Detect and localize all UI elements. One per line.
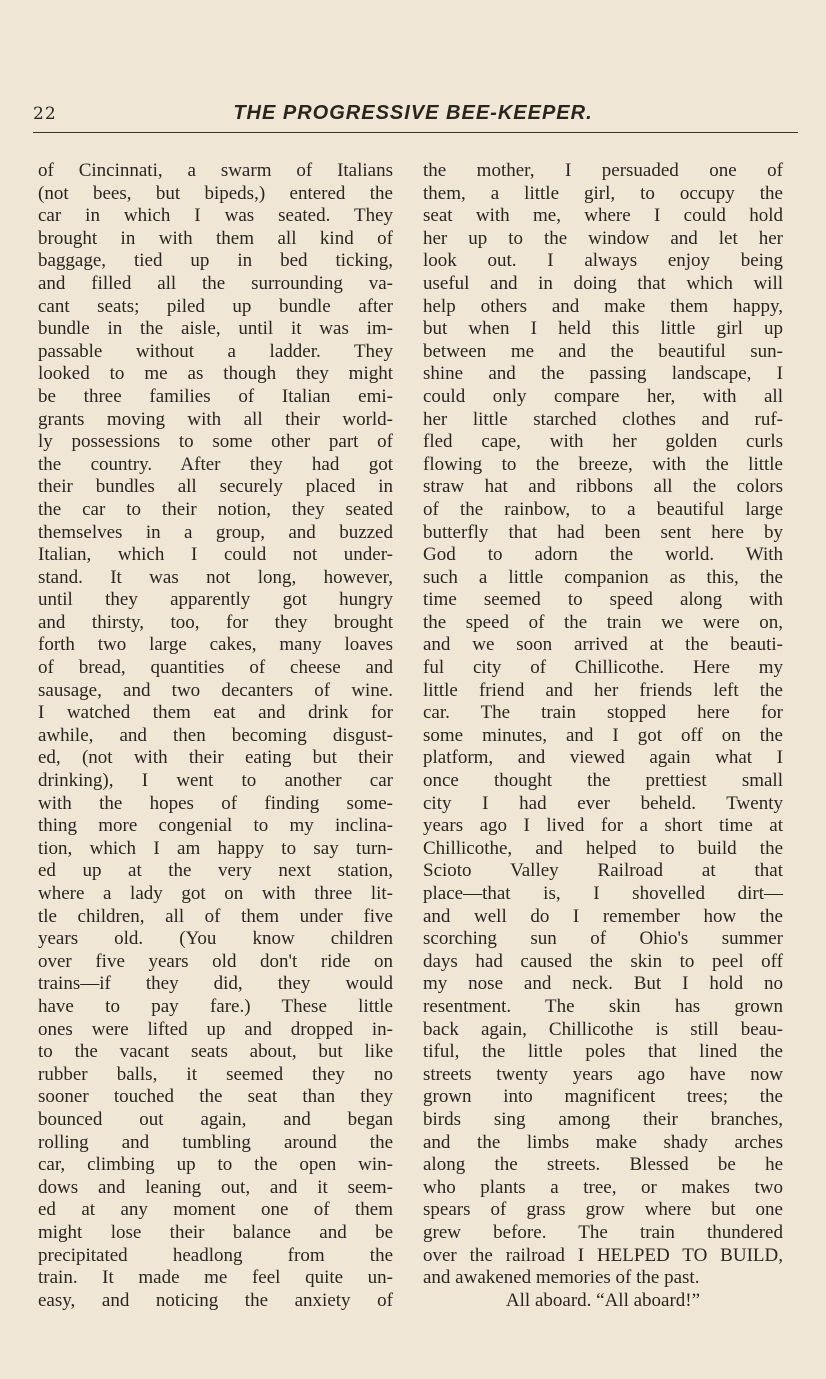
text-line: scorching sun of Ohio's summer [423,928,783,950]
text-line: years ago I lived for a short time at [423,815,783,837]
text-line: until they apparently got hungry [38,589,393,611]
page-number: 22 [33,104,57,124]
text-line: such a little companion as this, the [423,566,783,588]
text-line: of the rainbow, to a beautiful large [423,498,783,520]
text-line: and thirsty, too, for they brought [38,611,393,633]
text-line: grown into magnificent trees; the [423,1086,783,1108]
text-line: ly possessions to some other part of [38,431,393,453]
text-line: forth two large cakes, many loaves [38,634,393,656]
text-line: ed, (not with their eating but their [38,747,393,769]
text-line: over the railroad I HELPED TO BUILD, [423,1244,783,1266]
text-line: with the hopes of finding some- [38,792,393,814]
text-line: could only compare her, with all [423,385,783,407]
text-line: I watched them eat and drink for [38,702,393,724]
text-line: of Cincinnati, a swarm of Italians [38,160,393,181]
text-line: back again, Chillicothe is still beau- [423,1018,783,1040]
text-line: fled cape, with her golden curls [423,431,783,453]
text-line: (not bees, but bipeds,) entered the [38,182,393,204]
text-line: sooner touched the seat than they [38,1086,393,1108]
header-rule [33,132,798,133]
text-line: awhile, and then becoming disgust- [38,724,393,746]
text-line: grew before. The train thundered [423,1221,783,1243]
text-line: car in which I was seated. They [38,205,393,227]
text-line: car. The train stopped here for [423,702,783,724]
text-line: them, a little girl, to occupy the [423,182,783,204]
text-line: where a lady got on with three lit- [38,883,393,904]
text-line: her up to the window and let her [423,227,783,249]
text-line: to the vacant seats about, but like [38,1041,393,1063]
text-line: baggage, tied up in bed ticking, [38,250,393,272]
text-line: once thought the prettiest small [423,770,783,792]
text-line: the mother, I persuaded one of [423,160,783,181]
text-line: easy, and noticing the anxiety of [38,1289,393,1311]
text-line: their bundles all securely placed in [38,476,393,498]
left-column [38,160,393,1312]
text-line: drinking), I went to another car [38,770,393,792]
right-column [423,160,783,1312]
text-line: might lose their balance and be [38,1221,393,1243]
text-line: the speed of the train we were on, [423,611,783,633]
text-line: ed up at the very next station, [38,860,393,882]
text-line: God to adorn the world. With [423,544,783,566]
text-line: help others and make them happy, [423,295,783,317]
text-line: stand. It was not long, however, [38,566,393,588]
text-line: and well do I remember how the [423,905,783,927]
text-line: butterfly that had been sent here by [423,521,783,543]
text-line: be three families of Italian emi- [38,385,393,407]
running-head: THE PROGRESSIVE BEE-KEEPER. [233,102,593,124]
text-line: trains—if they did, they would [38,973,393,995]
text-line: ed at any moment one of them [38,1199,393,1221]
text-line: time seemed to speed along with [423,589,783,611]
text-line: but when I held this little girl up [423,318,783,340]
text-line: who plants a tree, or makes two [423,1176,783,1198]
text-line: cant seats; piled up bundle after [38,295,393,317]
text-line: resentment. The skin has grown [423,995,783,1017]
text-line: tion, which I am happy to say turn- [38,837,393,859]
text-line: of bread, quantities of cheese and [38,657,393,679]
text-line: place—that is, I shovelled dirt— [423,883,783,904]
text-line: birds sing among their branches, [423,1108,783,1130]
text-line: car, climbing up to the open win- [38,1154,393,1176]
text-line: bundle in the aisle, until it was im- [38,318,393,340]
text-line: Scioto Valley Railroad at that [423,860,783,882]
text-line: and filled all the surrounding va- [38,272,393,294]
text-line: bounced out again, and began [38,1108,393,1130]
text-line: dows and leaning out, and it seem- [38,1176,393,1198]
text-line: shine and the passing landscape, I [423,363,783,385]
text-line: and the limbs make shady arches [423,1131,783,1153]
text-line: platform, and viewed again what I [423,747,783,769]
text-line: rubber balls, it seemed they no [38,1063,393,1085]
text-line: between me and the beautiful sun- [423,340,783,362]
text-line: her little starched clothes and ruf- [423,408,783,430]
text-line: ones were lifted up and dropped in- [38,1018,393,1040]
text-line: brought in with them all kind of [38,227,393,249]
text-line: train. It made me feel quite un- [38,1267,393,1289]
text-line: over five years old don't ride on [38,950,393,972]
text-line: and we soon arrived at the beauti- [423,634,783,656]
text-line: streets twenty years ago have now [423,1063,783,1085]
text-line: All aboard. “All aboard!” [505,1289,701,1311]
text-line: spears of grass grow where but one [423,1199,783,1221]
text-line: little friend and her friends left the [423,679,783,701]
text-line: years old. (You know children [38,928,393,950]
text-line: passable without a ladder. They [38,340,393,362]
text-line: the country. After they had got [38,453,393,475]
text-line: tle children, all of them under five [38,905,393,927]
text-line: tiful, the little poles that lined the [423,1041,783,1063]
text-line: the car to their notion, they seated [38,498,393,520]
text-line: looked to me as though they might [38,363,393,385]
text-line: and awakened memories of the past. [423,1267,700,1289]
text-line: sausage, and two decanters of wine. [38,679,393,701]
text-line: rolling and tumbling around the [38,1131,393,1153]
text-line: seat with me, where I could hold [423,205,783,227]
text-line: along the streets. Blessed be he [423,1154,783,1176]
text-line: Italian, which I could not under- [38,544,393,566]
text-line: straw hat and ribbons all the colors [423,476,783,498]
text-line: precipitated headlong from the [38,1244,393,1266]
text-line: Chillicothe, and helped to build the [423,837,783,859]
text-line: days had caused the skin to peel off [423,950,783,972]
small-caps-phrase: HELPED TO BUILD, [596,1244,783,1266]
text-line: useful and in doing that which will [423,272,783,294]
text-line: themselves in a group, and buzzed [38,521,393,543]
text-line: some minutes, and I got off on the [423,724,783,746]
text-line: my nose and neck. But I hold no [423,973,783,995]
text-line: city I had ever beheld. Twenty [423,792,783,814]
text-line: have to pay fare.) These little [38,995,393,1017]
text-line: thing more congenial to my inclina- [38,815,393,837]
text-line: look out. I always enjoy being [423,250,783,272]
text-line: ful city of Chillicothe. Here my [423,657,783,679]
text-line: grants moving with all their world- [38,408,393,430]
text-line: flowing to the breeze, with the little [423,453,783,475]
